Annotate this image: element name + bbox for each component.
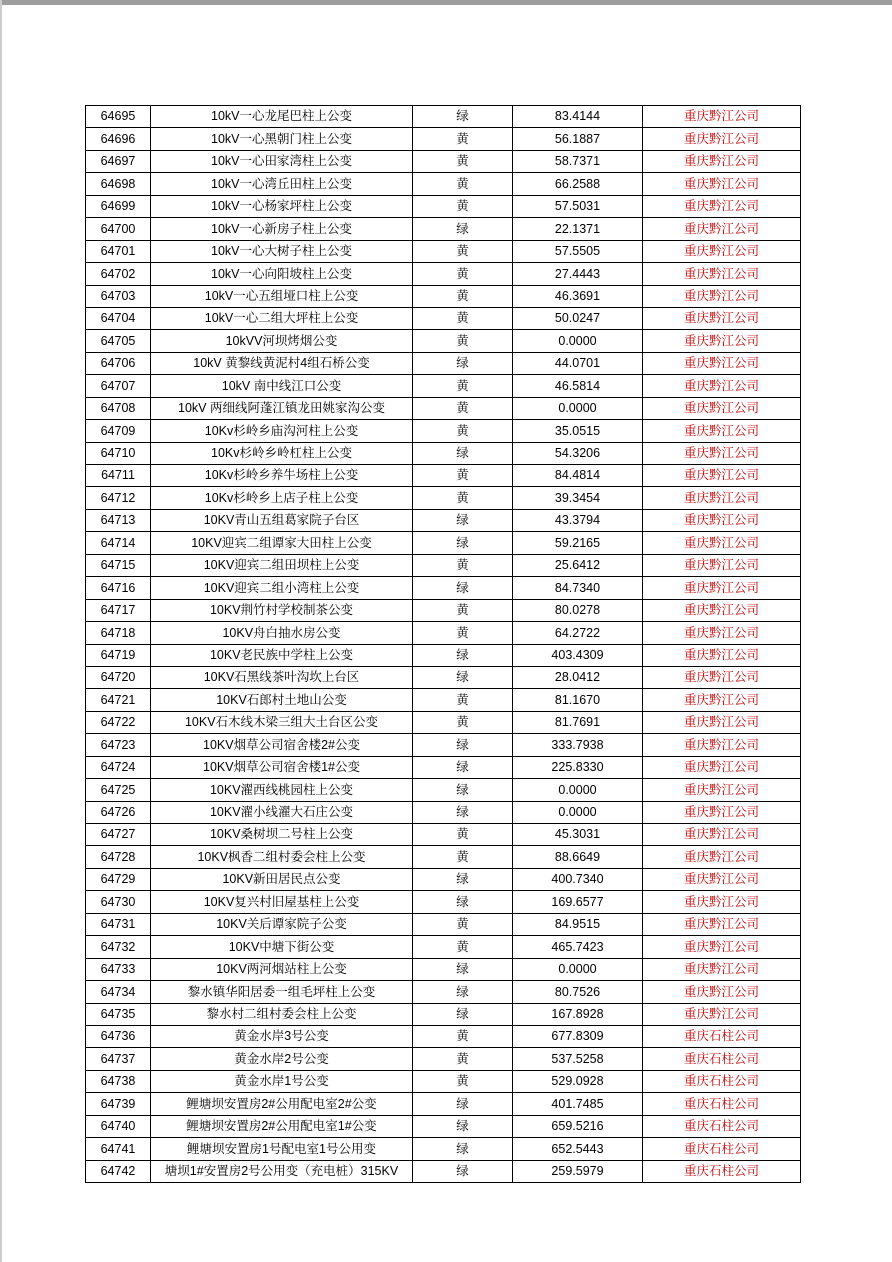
table-row: [86, 509, 801, 531]
table-row: [86, 532, 801, 554]
table-row: [86, 263, 801, 285]
table-row: [86, 554, 801, 576]
cell-value: 58.7371: [513, 150, 643, 172]
table-row: [86, 846, 801, 868]
table-row: [86, 824, 801, 846]
cell-company: 重庆黔江公司: [643, 420, 801, 442]
cell-company: 重庆石柱公司: [643, 1048, 801, 1070]
cell-company: 重庆石柱公司: [643, 1160, 801, 1182]
table-row: [86, 1048, 801, 1070]
table-row: [86, 330, 801, 352]
cell-value: 54.3206: [513, 442, 643, 464]
cell-value: 81.7691: [513, 711, 643, 733]
cell-id: 64726: [86, 801, 151, 823]
cell-name: 10KV迎宾二组小湾柱上公变: [151, 577, 413, 599]
cell-value: 0.0000: [513, 397, 643, 419]
cell-status: 黄: [413, 1070, 513, 1092]
cell-value: 80.0278: [513, 599, 643, 621]
cell-id: 64704: [86, 307, 151, 329]
cell-value: 83.4144: [513, 106, 643, 128]
cell-company: 重庆黔江公司: [643, 352, 801, 374]
cell-name: 10KV迎宾二组谭家大田柱上公变: [151, 532, 413, 554]
table-row: [86, 689, 801, 711]
cell-company: 重庆黔江公司: [643, 532, 801, 554]
cell-value: 400.7340: [513, 868, 643, 890]
cell-company: 重庆黔江公司: [643, 734, 801, 756]
cell-company: 重庆黔江公司: [643, 958, 801, 980]
cell-status: 绿: [413, 644, 513, 666]
cell-company: 重庆黔江公司: [643, 913, 801, 935]
cell-name: 10kV一心向阳坡柱上公变: [151, 263, 413, 285]
cell-name: 10kV一心五组垭口柱上公变: [151, 285, 413, 307]
table-row: [86, 801, 801, 823]
cell-name: 10Kv杉岭乡岭杠柱上公变: [151, 442, 413, 464]
cell-value: 66.2588: [513, 173, 643, 195]
cell-value: 537.5258: [513, 1048, 643, 1070]
cell-name: 10KV青山五组葛家院子台区: [151, 509, 413, 531]
cell-company: 重庆石柱公司: [643, 1138, 801, 1160]
table-row: [86, 352, 801, 374]
cell-value: 56.1887: [513, 128, 643, 150]
cell-value: 22.1371: [513, 218, 643, 240]
cell-company: 重庆黔江公司: [643, 195, 801, 217]
cell-status: 绿: [413, 532, 513, 554]
cell-company: 重庆黔江公司: [643, 442, 801, 464]
cell-name: 鲤塘坝安置房1号配电室1号公用变: [151, 1138, 413, 1160]
cell-name: 10KV桑树坝二号柱上公变: [151, 824, 413, 846]
cell-name: 10KV濯小线濯大石庄公变: [151, 801, 413, 823]
cell-name: 10KV烟草公司宿舍楼2#公变: [151, 734, 413, 756]
cell-id: 64698: [86, 173, 151, 195]
cell-status: 黄: [413, 487, 513, 509]
cell-company: 重庆石柱公司: [643, 1093, 801, 1115]
table-row: [86, 442, 801, 464]
cell-company: 重庆黔江公司: [643, 465, 801, 487]
cell-id: 64738: [86, 1070, 151, 1092]
table-row: [86, 779, 801, 801]
cell-status: 黄: [413, 1048, 513, 1070]
cell-name: 10KV濯西线桃园柱上公变: [151, 779, 413, 801]
cell-value: 0.0000: [513, 330, 643, 352]
cell-name: 黎水村二组村委会柱上公变: [151, 1003, 413, 1025]
cell-company: 重庆黔江公司: [643, 779, 801, 801]
cell-value: 167.8928: [513, 1003, 643, 1025]
cell-status: 绿: [413, 981, 513, 1003]
table-row: [86, 397, 801, 419]
cell-status: 绿: [413, 509, 513, 531]
cell-company: 重庆黔江公司: [643, 824, 801, 846]
cell-name: 10KV舟白抽水房公变: [151, 622, 413, 644]
table-row: [86, 644, 801, 666]
cell-company: 重庆黔江公司: [643, 599, 801, 621]
cell-name: 黄金水岸2号公变: [151, 1048, 413, 1070]
cell-name: 10kV 两细线阿蓬江镇龙田姚家沟公变: [151, 397, 413, 419]
cell-value: 57.5031: [513, 195, 643, 217]
cell-id: 64730: [86, 891, 151, 913]
table-row: [86, 666, 801, 688]
table-row: [86, 711, 801, 733]
cell-value: 39.3454: [513, 487, 643, 509]
cell-company: 重庆黔江公司: [643, 173, 801, 195]
cell-status: 绿: [413, 779, 513, 801]
cell-status: 绿: [413, 666, 513, 688]
cell-company: 重庆黔江公司: [643, 981, 801, 1003]
table-row: [86, 195, 801, 217]
cell-status: 绿: [413, 1138, 513, 1160]
cell-company: 重庆黔江公司: [643, 868, 801, 890]
table-row: [86, 1093, 801, 1115]
cell-id: 64703: [86, 285, 151, 307]
cell-name: 10Kv杉岭乡养牛场柱上公变: [151, 465, 413, 487]
cell-status: 黄: [413, 263, 513, 285]
cell-company: 重庆黔江公司: [643, 891, 801, 913]
cell-id: 64714: [86, 532, 151, 554]
cell-value: 465.7423: [513, 936, 643, 958]
cell-name: 10KV中塘下街公变: [151, 936, 413, 958]
cell-value: 80.7526: [513, 981, 643, 1003]
cell-status: 黄: [413, 150, 513, 172]
cell-id: 64724: [86, 756, 151, 778]
cell-value: 25.6412: [513, 554, 643, 576]
cell-value: 84.9515: [513, 913, 643, 935]
cell-name: 10KV新田居民点公变: [151, 868, 413, 890]
table-row: [86, 756, 801, 778]
cell-id: 64741: [86, 1138, 151, 1160]
cell-status: 绿: [413, 106, 513, 128]
cell-id: 64706: [86, 352, 151, 374]
cell-id: 64716: [86, 577, 151, 599]
table-row: [86, 150, 801, 172]
cell-company: 重庆黔江公司: [643, 846, 801, 868]
cell-id: 64701: [86, 240, 151, 262]
cell-id: 64713: [86, 509, 151, 531]
cell-name: 10KV迎宾二组田坝柱上公变: [151, 554, 413, 576]
cell-name: 10KV石木线木梁三组大土台区公变: [151, 711, 413, 733]
cell-value: 46.5814: [513, 375, 643, 397]
cell-value: 50.0247: [513, 307, 643, 329]
cell-company: 重庆黔江公司: [643, 240, 801, 262]
cell-status: 黄: [413, 554, 513, 576]
cell-value: 529.0928: [513, 1070, 643, 1092]
cell-status: 绿: [413, 891, 513, 913]
cell-value: 88.6649: [513, 846, 643, 868]
cell-name: 10kV一心新房子柱上公变: [151, 218, 413, 240]
cell-status: 黄: [413, 285, 513, 307]
table-row: [86, 1025, 801, 1047]
cell-company: 重庆黔江公司: [643, 644, 801, 666]
cell-id: 64705: [86, 330, 151, 352]
cell-name: 10kV一心黑朝门柱上公变: [151, 128, 413, 150]
table-row: [86, 936, 801, 958]
cell-name: 10KV石黑线茶叶沟坎上台区: [151, 666, 413, 688]
cell-status: 绿: [413, 577, 513, 599]
page-top-edge: [0, 0, 892, 5]
cell-id: 64742: [86, 1160, 151, 1182]
cell-value: 28.0412: [513, 666, 643, 688]
table-row: [86, 868, 801, 890]
cell-company: 重庆黔江公司: [643, 666, 801, 688]
cell-company: 重庆黔江公司: [643, 263, 801, 285]
cell-value: 43.3794: [513, 509, 643, 531]
cell-id: 64723: [86, 734, 151, 756]
cell-status: 绿: [413, 801, 513, 823]
cell-id: 64721: [86, 689, 151, 711]
cell-status: 黄: [413, 936, 513, 958]
cell-name: 塘坝1#安置房2号公用变（充电桩）315KV: [151, 1160, 413, 1182]
cell-id: 64740: [86, 1115, 151, 1137]
table-row: [86, 240, 801, 262]
cell-company: 重庆黔江公司: [643, 936, 801, 958]
cell-id: 64715: [86, 554, 151, 576]
cell-name: 10KV老民族中学柱上公变: [151, 644, 413, 666]
table-row: [86, 285, 801, 307]
cell-company: 重庆黔江公司: [643, 689, 801, 711]
cell-id: 64719: [86, 644, 151, 666]
cell-value: 225.8330: [513, 756, 643, 778]
cell-id: 64700: [86, 218, 151, 240]
cell-id: 64727: [86, 824, 151, 846]
cell-company: 重庆黔江公司: [643, 711, 801, 733]
cell-company: 重庆黔江公司: [643, 554, 801, 576]
cell-value: 659.5216: [513, 1115, 643, 1137]
cell-value: 45.3031: [513, 824, 643, 846]
table-row: [86, 981, 801, 1003]
cell-status: 绿: [413, 958, 513, 980]
cell-id: 64732: [86, 936, 151, 958]
cell-id: 64707: [86, 375, 151, 397]
table-row: [86, 891, 801, 913]
cell-name: 10kV一心杨家坪柱上公变: [151, 195, 413, 217]
page-left-edge: [0, 0, 2, 1262]
table-row: [86, 1003, 801, 1025]
table-row: [86, 1070, 801, 1092]
table-row: [86, 375, 801, 397]
cell-company: 重庆黔江公司: [643, 150, 801, 172]
cell-status: 黄: [413, 173, 513, 195]
cell-status: 绿: [413, 442, 513, 464]
cell-status: 黄: [413, 397, 513, 419]
cell-status: 黄: [413, 689, 513, 711]
cell-value: 64.2722: [513, 622, 643, 644]
cell-company: 重庆黔江公司: [643, 375, 801, 397]
table-row: [86, 958, 801, 980]
cell-value: 84.4814: [513, 465, 643, 487]
cell-id: 64731: [86, 913, 151, 935]
cell-id: 64696: [86, 128, 151, 150]
cell-company: 重庆黔江公司: [643, 801, 801, 823]
cell-name: 鲤塘坝安置房2#公用配电室1#公变: [151, 1115, 413, 1137]
cell-id: 64711: [86, 465, 151, 487]
transformer-table: [85, 105, 801, 1183]
table-row: [86, 128, 801, 150]
cell-name: 10kV 南中线江口公变: [151, 375, 413, 397]
cell-company: 重庆黔江公司: [643, 307, 801, 329]
cell-name: 黄金水岸1号公变: [151, 1070, 413, 1092]
cell-id: 64717: [86, 599, 151, 621]
cell-id: 64712: [86, 487, 151, 509]
table-row: [86, 173, 801, 195]
cell-company: 重庆黔江公司: [643, 106, 801, 128]
cell-id: 64695: [86, 106, 151, 128]
cell-name: 10KV关后谭家院子公变: [151, 913, 413, 935]
cell-name: 10KV烟草公司宿舍楼1#公变: [151, 756, 413, 778]
table-row: [86, 1160, 801, 1182]
cell-name: 10KV石郎村土地山公变: [151, 689, 413, 711]
cell-id: 64736: [86, 1025, 151, 1047]
table-row: [86, 218, 801, 240]
cell-status: 绿: [413, 1160, 513, 1182]
cell-id: 64739: [86, 1093, 151, 1115]
cell-value: 0.0000: [513, 958, 643, 980]
cell-name: 10kV一心大树子柱上公变: [151, 240, 413, 262]
cell-status: 黄: [413, 913, 513, 935]
cell-value: 27.4443: [513, 263, 643, 285]
cell-value: 652.5443: [513, 1138, 643, 1160]
cell-name: 黄金水岸3号公变: [151, 1025, 413, 1047]
cell-value: 46.3691: [513, 285, 643, 307]
cell-status: 绿: [413, 734, 513, 756]
cell-status: 黄: [413, 307, 513, 329]
cell-id: 64725: [86, 779, 151, 801]
cell-company: 重庆黔江公司: [643, 756, 801, 778]
cell-company: 重庆黔江公司: [643, 509, 801, 531]
cell-status: 绿: [413, 352, 513, 374]
cell-name: 黎水镇华阳居委一组毛坪柱上公变: [151, 981, 413, 1003]
table-row: [86, 106, 801, 128]
cell-name: 10KV荆竹村学校制茶公变: [151, 599, 413, 621]
cell-company: 重庆石柱公司: [643, 1115, 801, 1137]
cell-company: 重庆黔江公司: [643, 397, 801, 419]
cell-id: 64733: [86, 958, 151, 980]
cell-name: 10kV一心田家湾柱上公变: [151, 150, 413, 172]
cell-id: 64737: [86, 1048, 151, 1070]
table-row: [86, 734, 801, 756]
cell-status: 黄: [413, 128, 513, 150]
cell-value: 0.0000: [513, 801, 643, 823]
cell-value: 35.0515: [513, 420, 643, 442]
cell-value: 59.2165: [513, 532, 643, 554]
cell-status: 黄: [413, 195, 513, 217]
table-row: [86, 622, 801, 644]
cell-status: 绿: [413, 1115, 513, 1137]
cell-company: 重庆黔江公司: [643, 577, 801, 599]
cell-id: 64734: [86, 981, 151, 1003]
cell-name: 10Kv杉岭乡上店子柱上公变: [151, 487, 413, 509]
cell-value: 57.5505: [513, 240, 643, 262]
cell-status: 黄: [413, 465, 513, 487]
table-row: [86, 465, 801, 487]
cell-name: 10kV一心龙尾巴柱上公变: [151, 106, 413, 128]
cell-company: 重庆黔江公司: [643, 218, 801, 240]
cell-name: 10kVV河坝烤烟公变: [151, 330, 413, 352]
cell-value: 259.5979: [513, 1160, 643, 1182]
cell-value: 169.6577: [513, 891, 643, 913]
cell-company: 重庆黔江公司: [643, 128, 801, 150]
cell-company: 重庆黔江公司: [643, 1003, 801, 1025]
table-body: [86, 106, 801, 1183]
cell-value: 403.4309: [513, 644, 643, 666]
cell-name: 10KV枫香二组村委会柱上公变: [151, 846, 413, 868]
cell-company: 重庆黔江公司: [643, 487, 801, 509]
table-row: [86, 307, 801, 329]
cell-id: 64722: [86, 711, 151, 733]
cell-id: 64728: [86, 846, 151, 868]
cell-status: 绿: [413, 218, 513, 240]
cell-company: 重庆黔江公司: [643, 622, 801, 644]
cell-value: 0.0000: [513, 779, 643, 801]
cell-status: 黄: [413, 824, 513, 846]
cell-name: 10KV两河烟站柱上公变: [151, 958, 413, 980]
cell-status: 绿: [413, 868, 513, 890]
table-row: [86, 599, 801, 621]
table-row: [86, 913, 801, 935]
cell-company: 重庆黔江公司: [643, 330, 801, 352]
cell-id: 64720: [86, 666, 151, 688]
cell-value: 333.7938: [513, 734, 643, 756]
cell-value: 44.0701: [513, 352, 643, 374]
cell-value: 401.7485: [513, 1093, 643, 1115]
cell-name: 10kV一心二组大坪柱上公变: [151, 307, 413, 329]
cell-company: 重庆石柱公司: [643, 1070, 801, 1092]
cell-status: 黄: [413, 599, 513, 621]
cell-status: 绿: [413, 1093, 513, 1115]
cell-id: 64709: [86, 420, 151, 442]
cell-id: 64729: [86, 868, 151, 890]
table-row: [86, 1138, 801, 1160]
cell-value: 84.7340: [513, 577, 643, 599]
cell-status: 黄: [413, 330, 513, 352]
table-row: [86, 577, 801, 599]
cell-status: 黄: [413, 240, 513, 262]
cell-status: 黄: [413, 622, 513, 644]
cell-id: 64708: [86, 397, 151, 419]
cell-status: 绿: [413, 756, 513, 778]
cell-status: 绿: [413, 1003, 513, 1025]
cell-company: 重庆石柱公司: [643, 1025, 801, 1047]
table-row: [86, 487, 801, 509]
cell-name: 10kV 黄黎线黄泥村4组石桥公变: [151, 352, 413, 374]
cell-company: 重庆黔江公司: [643, 285, 801, 307]
cell-status: 黄: [413, 420, 513, 442]
cell-id: 64710: [86, 442, 151, 464]
cell-status: 黄: [413, 846, 513, 868]
cell-name: 10KV复兴村旧屋基柱上公变: [151, 891, 413, 913]
cell-id: 64699: [86, 195, 151, 217]
cell-id: 64697: [86, 150, 151, 172]
cell-id: 64702: [86, 263, 151, 285]
table-row: [86, 1115, 801, 1137]
cell-value: 81.1670: [513, 689, 643, 711]
cell-value: 677.8309: [513, 1025, 643, 1047]
cell-name: 10Kv杉岭乡庙沟河柱上公变: [151, 420, 413, 442]
cell-status: 黄: [413, 1025, 513, 1047]
table-row: [86, 420, 801, 442]
cell-name: 10kV一心湾丘田柱上公变: [151, 173, 413, 195]
cell-status: 黄: [413, 375, 513, 397]
cell-id: 64718: [86, 622, 151, 644]
cell-name: 鲤塘坝安置房2#公用配电室2#公变: [151, 1093, 413, 1115]
cell-id: 64735: [86, 1003, 151, 1025]
cell-status: 黄: [413, 711, 513, 733]
